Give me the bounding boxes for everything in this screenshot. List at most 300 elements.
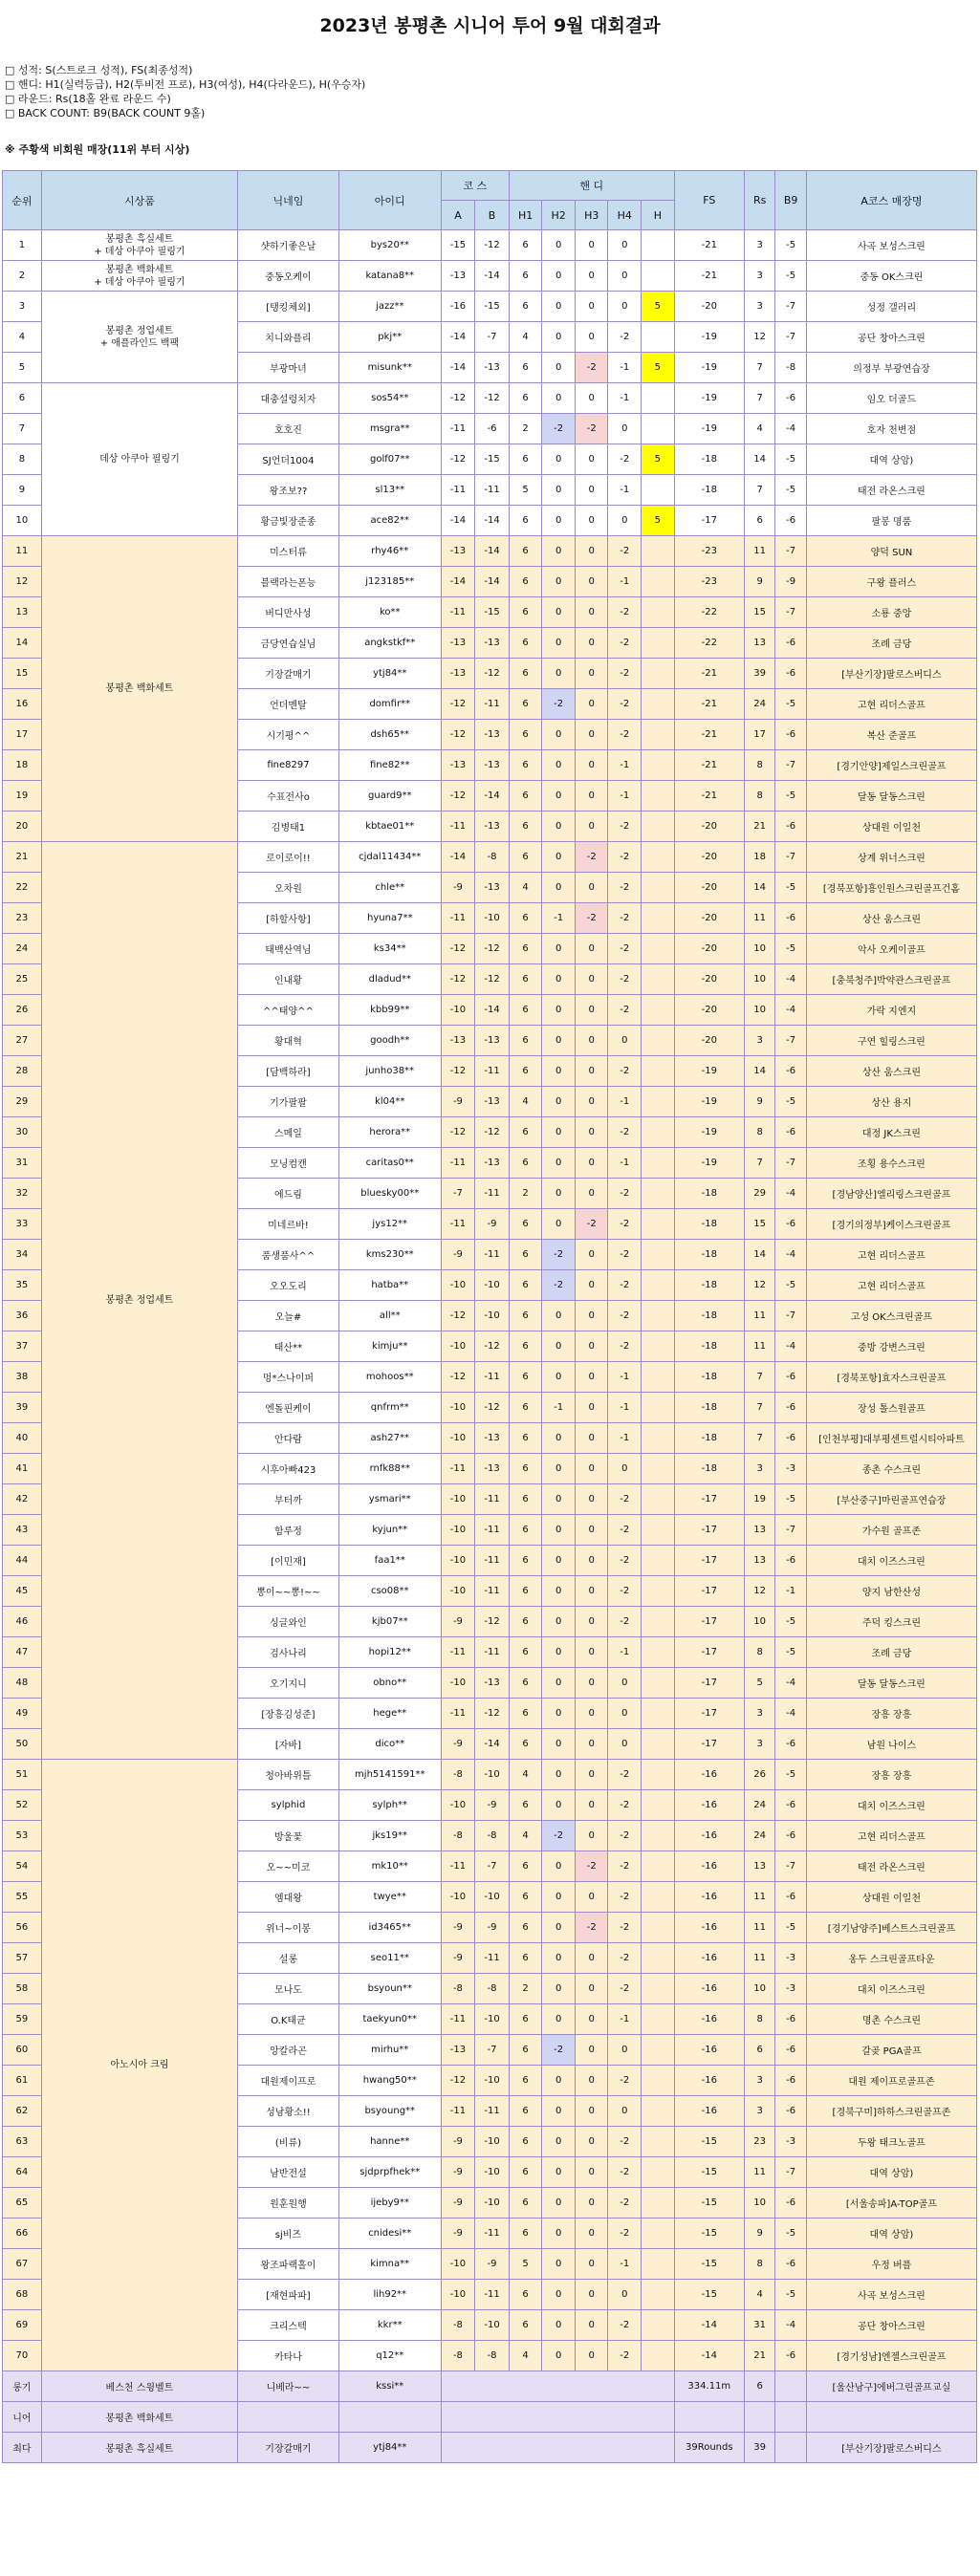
nickname-cell: 샷하기좋은날 xyxy=(238,230,339,261)
h2-cell: 0 xyxy=(542,1362,576,1393)
rank-cell: 54 xyxy=(3,1851,42,1882)
b-cell: -12 xyxy=(475,230,510,261)
award-b9 xyxy=(775,2371,806,2402)
nickname-cell: 엠대왕 xyxy=(238,1882,339,1913)
rs-cell: 18 xyxy=(744,842,774,873)
nickname-cell: 블랙라는폰능 xyxy=(238,567,339,597)
rank-cell: 31 xyxy=(3,1148,42,1179)
award-prize: 베스천 스윙벨트 xyxy=(41,2371,237,2402)
h2-cell: 0 xyxy=(542,1637,576,1668)
rank-cell: 2 xyxy=(3,261,42,292)
user-id-cell: kyjun** xyxy=(338,1515,441,1546)
table-row xyxy=(3,292,977,322)
venue-cell: 상산 움스크린 xyxy=(806,1056,976,1087)
h1-cell: 4 xyxy=(509,322,542,353)
rank-cell: 44 xyxy=(3,1546,42,1576)
a-cell: -12 xyxy=(441,781,475,812)
b9-cell: -6 xyxy=(775,1790,806,1821)
h1-cell: 4 xyxy=(509,1821,542,1851)
h4-cell: -2 xyxy=(608,628,642,659)
venue-cell: [부산중구]마린골프연습장 xyxy=(806,1484,976,1515)
user-id-cell: kbb99** xyxy=(338,995,441,1026)
nickname-cell: 로이로이!! xyxy=(238,842,339,873)
nickname-cell: [하할사항] xyxy=(238,903,339,934)
h2-cell: 0 xyxy=(542,812,576,842)
user-id-cell: jks19** xyxy=(338,1821,441,1851)
nickname-cell: 싱글와인 xyxy=(238,1607,339,1637)
award-label: 최다 xyxy=(3,2433,42,2463)
h2-cell: 0 xyxy=(542,1056,576,1087)
rank-cell: 66 xyxy=(3,2219,42,2249)
rank-cell: 8 xyxy=(3,444,42,475)
venue-cell: 공단 창아스크린 xyxy=(806,322,976,353)
h3-cell: 0 xyxy=(575,1148,608,1179)
fs-cell: -17 xyxy=(674,1699,744,1729)
rank-cell: 40 xyxy=(3,1423,42,1454)
h1-cell: 6 xyxy=(509,720,542,750)
b9-cell: -5 xyxy=(775,1760,806,1790)
h3-cell: 0 xyxy=(575,1484,608,1515)
rs-cell: 9 xyxy=(744,2219,774,2249)
venue-cell: 고현 리더스골프 xyxy=(806,1270,976,1301)
h-cell xyxy=(642,1974,675,2004)
nickname-cell: [장흥김성준] xyxy=(238,1699,339,1729)
nickname-cell: 품생품사^^ xyxy=(238,1240,339,1270)
h-cell xyxy=(642,1760,675,1790)
rank-cell: 64 xyxy=(3,2157,42,2188)
h-cell: 5 xyxy=(642,444,675,475)
h1-cell: 6 xyxy=(509,1301,542,1331)
user-id-cell: rhy46** xyxy=(338,536,441,567)
h3-cell: 0 xyxy=(575,812,608,842)
nickname-cell: 카타나 xyxy=(238,2341,339,2371)
nickname-cell: fine8297 xyxy=(238,750,339,781)
h2-cell: 0 xyxy=(542,1331,576,1362)
rs-cell: 14 xyxy=(744,1056,774,1087)
h-cell xyxy=(642,689,675,720)
a-cell: -10 xyxy=(441,2249,475,2280)
award-row xyxy=(3,2433,977,2463)
nickname-cell: 버디만사성 xyxy=(238,597,339,628)
h4-cell: -2 xyxy=(608,536,642,567)
rs-cell: 11 xyxy=(744,1301,774,1331)
h-cell xyxy=(642,1484,675,1515)
fs-cell: -20 xyxy=(674,812,744,842)
h1-cell: 4 xyxy=(509,2341,542,2371)
venue-cell: 중방 강변스크린 xyxy=(806,1331,976,1362)
h1-cell: 6 xyxy=(509,2310,542,2341)
h-cell xyxy=(642,1882,675,1913)
h2-cell: 0 xyxy=(542,475,576,506)
b-cell: -7 xyxy=(475,2035,510,2066)
h3-cell: 0 xyxy=(575,964,608,995)
fs-cell: -20 xyxy=(674,873,744,903)
nickname-cell: 기가팔팔 xyxy=(238,1087,339,1117)
rank-cell: 13 xyxy=(3,597,42,628)
h4-cell: -2 xyxy=(608,720,642,750)
rs-cell: 19 xyxy=(744,1484,774,1515)
rs-cell: 24 xyxy=(744,1790,774,1821)
h4-cell: -2 xyxy=(608,1913,642,1943)
fs-cell: -21 xyxy=(674,230,744,261)
h1-cell: 6 xyxy=(509,2035,542,2066)
b-cell: -9 xyxy=(475,1209,510,1240)
venue-cell: 대역 상암) xyxy=(806,444,976,475)
h1-cell: 6 xyxy=(509,1484,542,1515)
b9-cell: -5 xyxy=(775,1484,806,1515)
fs-cell: -23 xyxy=(674,536,744,567)
b9-cell: -7 xyxy=(775,1515,806,1546)
rank-cell: 21 xyxy=(3,842,42,873)
h-cell xyxy=(642,1331,675,1362)
fs-cell: -16 xyxy=(674,1821,744,1851)
h2-cell: -2 xyxy=(542,1270,576,1301)
b9-cell: -7 xyxy=(775,597,806,628)
b9-cell: -7 xyxy=(775,1026,806,1056)
h2-cell: 0 xyxy=(542,1515,576,1546)
b-cell: -11 xyxy=(475,1515,510,1546)
header-rank: 순위 xyxy=(3,171,42,230)
h-cell xyxy=(642,475,675,506)
h1-cell: 6 xyxy=(509,1056,542,1087)
h1-cell: 6 xyxy=(509,1729,542,1760)
h4-cell: -2 xyxy=(608,2310,642,2341)
b9-cell: -7 xyxy=(775,1148,806,1179)
h1-cell: 6 xyxy=(509,261,542,292)
a-cell: -10 xyxy=(441,2280,475,2310)
legend-notes xyxy=(5,63,365,120)
b9-cell: -4 xyxy=(775,414,806,444)
award-blank xyxy=(441,2402,674,2433)
nickname-cell: 모닝컴캔 xyxy=(238,1148,339,1179)
nickname-cell: 검사나리 xyxy=(238,1637,339,1668)
h2-cell: 0 xyxy=(542,2066,576,2096)
h-cell xyxy=(642,2310,675,2341)
fs-cell: -15 xyxy=(674,2188,744,2219)
rank-cell: 27 xyxy=(3,1026,42,1056)
h1-cell: 6 xyxy=(509,1423,542,1454)
b9-cell: -5 xyxy=(775,1607,806,1637)
b-cell: -14 xyxy=(475,995,510,1026)
user-id-cell: fine82** xyxy=(338,750,441,781)
user-id-cell: jazz** xyxy=(338,292,441,322)
h1-cell: 6 xyxy=(509,444,542,475)
b9-cell: -6 xyxy=(775,628,806,659)
h3-cell: 0 xyxy=(575,1637,608,1668)
header-rs: Rs xyxy=(744,171,774,230)
rs-cell: 8 xyxy=(744,781,774,812)
venue-cell: [경북구미]하하스크린골프존 xyxy=(806,2096,976,2127)
venue-cell: 조례 금당 xyxy=(806,1637,976,1668)
award-venue: [울산남구]에버그린골프교실 xyxy=(806,2371,976,2402)
h3-cell: 0 xyxy=(575,2157,608,2188)
b9-cell: -4 xyxy=(775,2310,806,2341)
fs-cell: -18 xyxy=(674,1454,744,1484)
h2-cell: 0 xyxy=(542,1179,576,1209)
user-id-cell: bsyoun** xyxy=(338,1974,441,2004)
rs-cell: 11 xyxy=(744,1913,774,1943)
a-cell: -14 xyxy=(441,842,475,873)
h3-cell: 0 xyxy=(575,1301,608,1331)
b-cell: -13 xyxy=(475,720,510,750)
b-cell: -8 xyxy=(475,1974,510,2004)
nickname-cell: 시후아빠423 xyxy=(238,1454,339,1484)
h1-cell: 6 xyxy=(509,628,542,659)
h4-cell: -2 xyxy=(608,1515,642,1546)
fs-cell: -21 xyxy=(674,659,744,689)
a-cell: -8 xyxy=(441,1821,475,1851)
h2-cell: 0 xyxy=(542,230,576,261)
a-cell: -9 xyxy=(441,2188,475,2219)
nonmember-notice: ※ 주황색 비회원 매장(11위 부터 시상) xyxy=(5,143,190,156)
fs-cell: -19 xyxy=(674,414,744,444)
b-cell: -6 xyxy=(475,414,510,444)
nickname-cell: 뽕이~~뽕!~~ xyxy=(238,1576,339,1607)
h1-cell: 6 xyxy=(509,2127,542,2157)
fs-cell: -16 xyxy=(674,2066,744,2096)
nickname-cell: (비류) xyxy=(238,2127,339,2157)
award-blank xyxy=(441,2433,674,2463)
award-row xyxy=(3,2402,977,2433)
b-cell: -10 xyxy=(475,1270,510,1301)
venue-cell: 팔봉 명품 xyxy=(806,506,976,536)
header-course-b: B xyxy=(475,201,510,230)
rank-cell: 58 xyxy=(3,1974,42,2004)
h4-cell: -2 xyxy=(608,444,642,475)
rank-cell: 47 xyxy=(3,1637,42,1668)
user-id-cell: kkr** xyxy=(338,2310,441,2341)
a-cell: -11 xyxy=(441,1851,475,1882)
h-cell xyxy=(642,2157,675,2188)
h-cell xyxy=(642,597,675,628)
rs-cell: 13 xyxy=(744,628,774,659)
b9-cell: -6 xyxy=(775,1423,806,1454)
h1-cell: 6 xyxy=(509,2219,542,2249)
user-id-cell: hege** xyxy=(338,1699,441,1729)
h2-cell: 0 xyxy=(542,1974,576,2004)
h1-cell: 6 xyxy=(509,1576,542,1607)
b-cell: -11 xyxy=(475,1056,510,1087)
rs-cell: 11 xyxy=(744,1331,774,1362)
b-cell: -9 xyxy=(475,2249,510,2280)
h3-cell: 0 xyxy=(575,1943,608,1974)
a-cell: -10 xyxy=(441,1515,475,1546)
rs-cell: 14 xyxy=(744,444,774,475)
venue-cell: 대원 제이프로골프존 xyxy=(806,2066,976,2096)
h3-cell: 0 xyxy=(575,1423,608,1454)
rs-cell: 10 xyxy=(744,995,774,1026)
rs-cell: 3 xyxy=(744,261,774,292)
rs-cell: 3 xyxy=(744,292,774,322)
h3-cell: 0 xyxy=(575,1576,608,1607)
h3-cell: 0 xyxy=(575,1607,608,1637)
rs-cell: 3 xyxy=(744,1026,774,1056)
h3-cell: 0 xyxy=(575,2310,608,2341)
a-cell: -11 xyxy=(441,1637,475,1668)
note-handicap: □ 핸디: H1(실력등급), H2(투비전 프로), H3(여성), H4(다라운드), H(우승자) xyxy=(5,78,366,91)
note-score: □ 성적: S(스트로크 성적), FS(최종성적) xyxy=(5,64,193,76)
h-cell xyxy=(642,1301,675,1331)
rs-cell: 6 xyxy=(744,506,774,536)
nickname-cell: 오오도리 xyxy=(238,1270,339,1301)
h2-cell: 0 xyxy=(542,1760,576,1790)
a-cell: -12 xyxy=(441,444,475,475)
h3-cell: 0 xyxy=(575,1699,608,1729)
h4-cell: 0 xyxy=(608,230,642,261)
nickname-cell: 미네르바! xyxy=(238,1209,339,1240)
b-cell: -7 xyxy=(475,322,510,353)
rs-cell: 31 xyxy=(744,2310,774,2341)
rs-cell: 11 xyxy=(744,1943,774,1974)
h1-cell: 6 xyxy=(509,353,542,383)
h3-cell: 0 xyxy=(575,383,608,414)
h3-cell: 0 xyxy=(575,1760,608,1790)
a-cell: -8 xyxy=(441,1760,475,1790)
prize-cell: 봉평촌 정업세트 xyxy=(41,842,237,1760)
h1-cell: 6 xyxy=(509,903,542,934)
b-cell: -12 xyxy=(475,1607,510,1637)
a-cell: -9 xyxy=(441,873,475,903)
h2-cell: 0 xyxy=(542,2188,576,2219)
venue-cell: 상산 용지 xyxy=(806,1087,976,1117)
table-row xyxy=(3,842,977,873)
award-venue: [부산기장]팔로스버디스 xyxy=(806,2433,976,2463)
h2-cell: 0 xyxy=(542,1607,576,1637)
award-user-id xyxy=(338,2402,441,2433)
fs-cell: -19 xyxy=(674,353,744,383)
fs-cell: -20 xyxy=(674,903,744,934)
venue-cell: 가락 지엔지 xyxy=(806,995,976,1026)
h4-cell: 0 xyxy=(608,1699,642,1729)
user-id-cell: ks34** xyxy=(338,934,441,964)
rank-cell: 65 xyxy=(3,2188,42,2219)
b9-cell: -6 xyxy=(775,2066,806,2096)
rs-cell: 11 xyxy=(744,1882,774,1913)
h4-cell: -2 xyxy=(608,1240,642,1270)
rs-cell: 3 xyxy=(744,1699,774,1729)
b-cell: -10 xyxy=(475,2188,510,2219)
h-cell xyxy=(642,1393,675,1423)
user-id-cell: ko** xyxy=(338,597,441,628)
award-prize: 봉평촌 흑실세트 xyxy=(41,2433,237,2463)
h2-cell: 0 xyxy=(542,2004,576,2035)
b9-cell: -6 xyxy=(775,506,806,536)
h3-cell: 0 xyxy=(575,2004,608,2035)
h-cell xyxy=(642,1668,675,1699)
venue-cell: 사곡 보성스크린 xyxy=(806,2280,976,2310)
h2-cell: 0 xyxy=(542,964,576,995)
fs-cell: -17 xyxy=(674,506,744,536)
user-id-cell: mjh5141591** xyxy=(338,1760,441,1790)
fs-cell: -16 xyxy=(674,1974,744,2004)
nickname-cell: 기장갈매기 xyxy=(238,659,339,689)
user-id-cell: herora** xyxy=(338,1117,441,1148)
b-cell: -10 xyxy=(475,1760,510,1790)
nickname-cell: ^^태양^^ xyxy=(238,995,339,1026)
rank-cell: 55 xyxy=(3,1882,42,1913)
prize-cell: 봉평촌 백화세트 xyxy=(41,536,237,842)
h1-cell: 6 xyxy=(509,781,542,812)
venue-cell: 주덕 킹스크린 xyxy=(806,1607,976,1637)
h4-cell: 0 xyxy=(608,2035,642,2066)
b-cell: -13 xyxy=(475,1087,510,1117)
h1-cell: 6 xyxy=(509,2066,542,2096)
rank-cell: 28 xyxy=(3,1056,42,1087)
fs-cell: -20 xyxy=(674,995,744,1026)
a-cell: -13 xyxy=(441,750,475,781)
venue-cell: 공단 창아스크린 xyxy=(806,2310,976,2341)
b9-cell: -6 xyxy=(775,383,806,414)
award-rs: 39 xyxy=(744,2433,774,2463)
rank-cell: 29 xyxy=(3,1087,42,1117)
b-cell: -15 xyxy=(475,597,510,628)
b-cell: -10 xyxy=(475,2066,510,2096)
fs-cell: -18 xyxy=(674,1393,744,1423)
h2-cell: 0 xyxy=(542,1301,576,1331)
user-id-cell: kimju** xyxy=(338,1331,441,1362)
rs-cell: 4 xyxy=(744,414,774,444)
user-id-cell: faa1** xyxy=(338,1546,441,1576)
fs-cell: -19 xyxy=(674,1148,744,1179)
h-cell xyxy=(642,1851,675,1882)
nickname-cell: 스메일 xyxy=(238,1117,339,1148)
nickname-cell: 왕조보?? xyxy=(238,475,339,506)
h1-cell: 6 xyxy=(509,567,542,597)
h4-cell: -1 xyxy=(608,475,642,506)
rank-cell: 48 xyxy=(3,1668,42,1699)
fs-cell: -16 xyxy=(674,1790,744,1821)
h1-cell: 6 xyxy=(509,1607,542,1637)
nickname-cell: 황대혁 xyxy=(238,1026,339,1056)
b9-cell: -6 xyxy=(775,1056,806,1087)
venue-cell: 남원 나이스 xyxy=(806,1729,976,1760)
h3-cell: 0 xyxy=(575,444,608,475)
rs-cell: 11 xyxy=(744,536,774,567)
b9-cell: -5 xyxy=(775,2280,806,2310)
rank-cell: 42 xyxy=(3,1484,42,1515)
fs-cell: -18 xyxy=(674,1423,744,1454)
b-cell: -13 xyxy=(475,812,510,842)
a-cell: -7 xyxy=(441,1179,475,1209)
rank-cell: 33 xyxy=(3,1209,42,1240)
h4-cell: -2 xyxy=(608,1760,642,1790)
b-cell: -14 xyxy=(475,506,510,536)
user-id-cell: kl04** xyxy=(338,1087,441,1117)
rank-cell: 16 xyxy=(3,689,42,720)
h-cell xyxy=(642,1729,675,1760)
fs-cell: -21 xyxy=(674,720,744,750)
h-cell xyxy=(642,1240,675,1270)
user-id-cell: qnfrm** xyxy=(338,1393,441,1423)
h4-cell: -1 xyxy=(608,1362,642,1393)
h-cell xyxy=(642,2004,675,2035)
h2-cell: 0 xyxy=(542,2096,576,2127)
h1-cell: 6 xyxy=(509,750,542,781)
h-cell xyxy=(642,414,675,444)
a-cell: -13 xyxy=(441,628,475,659)
b-cell: -14 xyxy=(475,261,510,292)
a-cell: -14 xyxy=(441,506,475,536)
rs-cell: 8 xyxy=(744,1117,774,1148)
rs-cell: 29 xyxy=(744,1179,774,1209)
h3-cell: 0 xyxy=(575,934,608,964)
b9-cell: -5 xyxy=(775,689,806,720)
h1-cell: 4 xyxy=(509,1087,542,1117)
venue-cell: 조례 금당 xyxy=(806,628,976,659)
h4-cell: -2 xyxy=(608,1179,642,1209)
venue-cell: 양지 남한산성 xyxy=(806,1576,976,1607)
venue-cell: 성정 갤러리 xyxy=(806,292,976,322)
